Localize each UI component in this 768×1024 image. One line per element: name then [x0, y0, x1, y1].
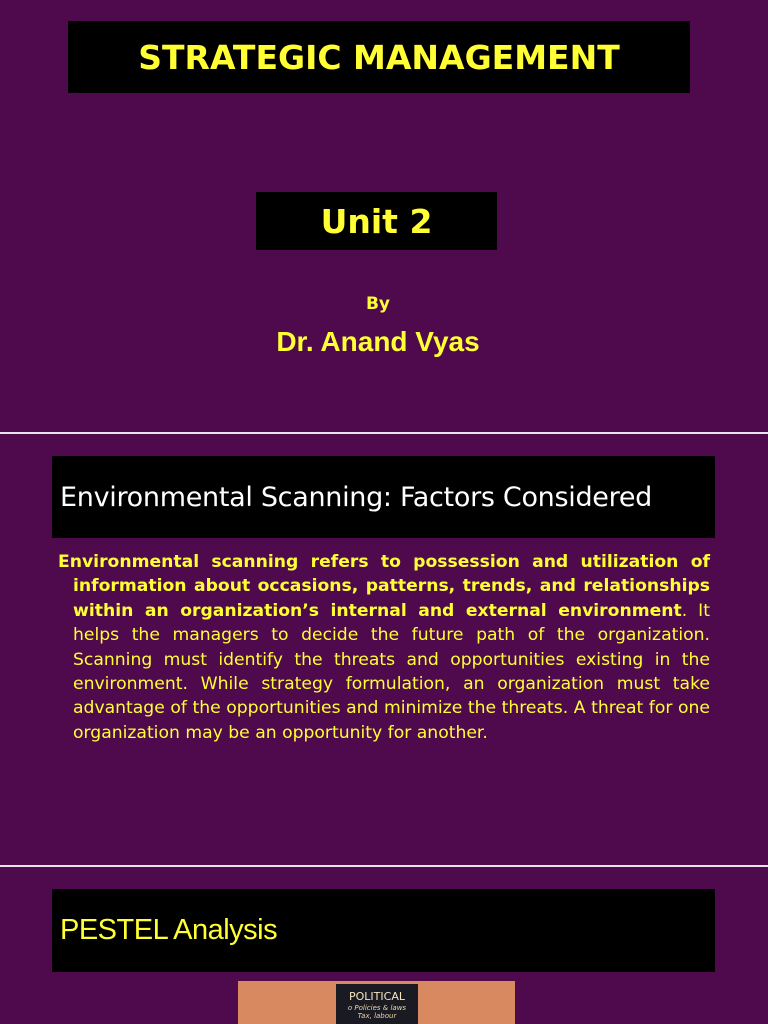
- pestel-political-label: POLITICAL: [349, 990, 405, 1003]
- main-title-box: [68, 21, 690, 93]
- env-title: Environmental Scanning: Factors Considered: [60, 481, 652, 513]
- pestel-title: PESTEL Analysis: [60, 914, 278, 946]
- pestel-title-box: [52, 889, 715, 972]
- by-label: By: [365, 294, 391, 314]
- slide-environmental-scanning: [0, 434, 768, 865]
- unit-title-box: [256, 192, 497, 250]
- pestel-diagram-image: [238, 981, 515, 1024]
- pestel-political-line2: Tax, labour: [357, 1012, 397, 1020]
- slide-pestel: [0, 867, 768, 1024]
- env-paragraph-bold: Environmental scanning refers to possession and utilization of information about occasions, patterns, trends, and relationships within an organization’s internal and external environment: [58, 552, 710, 621]
- pestel-political-box: [336, 984, 418, 1024]
- env-body: [58, 550, 710, 745]
- env-title-box: [52, 456, 715, 538]
- slide-title: [0, 0, 768, 432]
- author-name: Dr. Anand Vyas: [276, 326, 480, 357]
- env-paragraph-rest: . It helps the managers to decide the future path of the organization. Scanning must identify the threats and opportunities existing in the environment. While strategy formulation, an organization must take advantage of the opportunities and minimize the threats. A threat for one organization may be an opportunity for another.: [73, 600, 710, 743]
- pestel-political-line1: o Policies & laws: [347, 1004, 407, 1012]
- env-paragraph: [58, 550, 710, 745]
- unit-title: Unit 2: [320, 201, 433, 241]
- main-title: STRATEGIC MANAGEMENT: [138, 37, 620, 77]
